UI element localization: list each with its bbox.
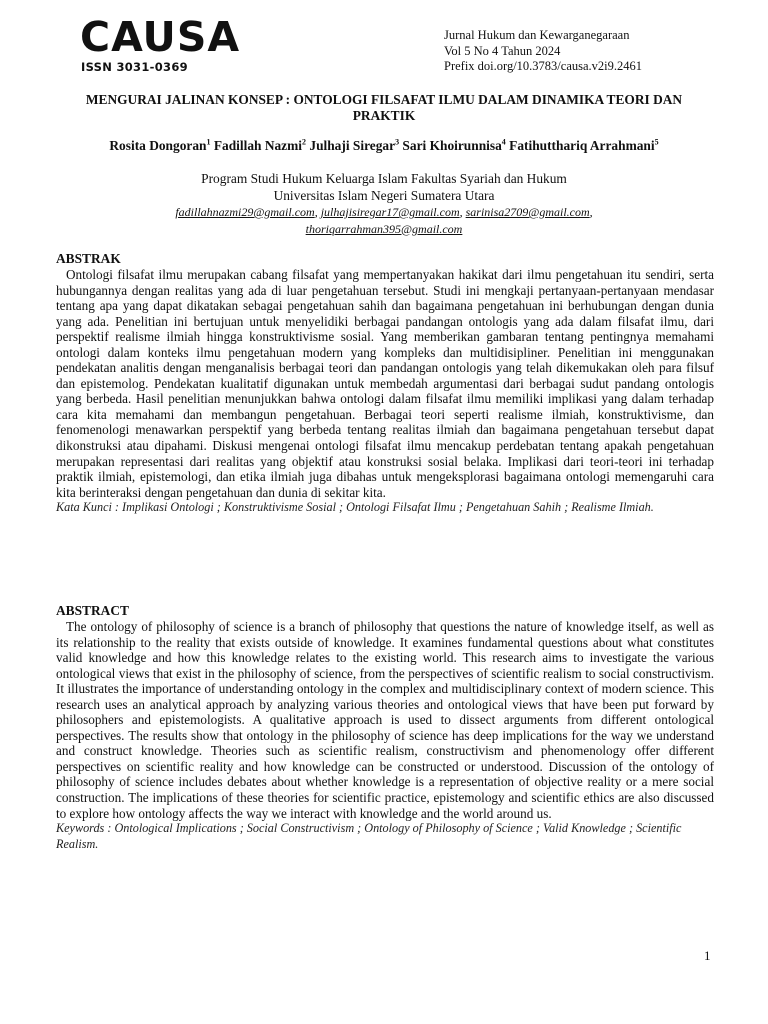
author-affil-number: 1 — [206, 137, 211, 147]
author-name: Fadillah Nazmi — [213, 138, 303, 153]
page-number: 1 — [704, 948, 711, 963]
abstract-section — [56, 603, 714, 852]
abstract-heading: ABSTRACT — [56, 603, 129, 618]
author-affil-number: 4 — [501, 137, 506, 147]
author-name: Sari Khoirunnisa — [402, 138, 502, 153]
email-link[interactable]: sarinisa2709@gmail.com — [465, 205, 590, 219]
author-name: Rosita Dongoran — [109, 138, 207, 153]
journal-doi: Prefix doi.org/10.3783/causa.v2i9.2461 — [444, 59, 643, 73]
author-name: Fatihutthariq Arrahmani — [509, 138, 655, 153]
paper-title: MENGURAI JALINAN KONSEP : ONTOLOGI FILSAFAT ILMU DALAM DINAMIKA TEORI DAN PRAKTIK — [85, 92, 683, 123]
journal-volume: Vol 5 No 4 Tahun 2024 — [444, 43, 561, 58]
affiliation — [60, 171, 708, 204]
author-name: Julhaji Siregar — [309, 138, 396, 153]
issn-label: ISSN 3031-0369 — [81, 60, 188, 74]
author-list — [60, 138, 708, 154]
journal-name: Jurnal Hukum dan Kewarganegaraan — [444, 28, 630, 42]
author-emails: fadillahnazmi29@gmail.com, julhajisiregar17@gmail.com, sarinisa2709@gmail.com, thoriqarrahman395@gmail.com — [175, 205, 593, 236]
abstrak-section — [56, 251, 714, 516]
journal-logo: CAUSA — [80, 13, 241, 61]
author-affil-number: 2 — [302, 137, 307, 147]
author-affil-number: 3 — [395, 137, 400, 147]
abstract-body: The ontology of philosophy of science is a branch of philosophy that questions the nature of knowledge itself, as well as its relationship to the reality that exists outside of knowledge. It examines fundamental questions about what constitutes valid knowledge and how this knowledge relates to the existing world. This research aims to investigate the various ontological views that exist in the philosophy of science, from the perspectives of scientific realism to social constructivism. It illustrates the importance of understanding ontology in the complex and multidisciplinary context of modern science. This research uses an analytical approach by analyzing various theories and ontological views that have been put forward by philosophers and epistemologists. A qualitative approach is used to dissect arguments from different ontological perspectives. The results show that ontology in the philosophy of science has deep implications for the way we understand and construct knowledge. Theories such as scientific realism, constructivism and phenomenology offer different perspectives on scientific reality and how knowledge can be constructed or understood. Discussion of the ontology of philosophy of science includes debates about whether knowledge is a representation of objective reality or a mere social construction. The implications of these theories for scientific practice, epistemology and scientific ethics are also discussed to explore how ontology affects the way we interact with knowledge and the world around us. — [56, 619, 714, 821]
journal-info — [444, 28, 642, 75]
abstrak-heading: ABSTRAK — [56, 251, 121, 266]
email-link[interactable]: fadillahnazmi29@gmail.com — [175, 205, 315, 219]
affiliation-program: Program Studi Hukum Keluarga Islam Fakultas Syariah dan Hukum — [201, 171, 567, 186]
email-link[interactable]: julhajisiregar17@gmail.com — [320, 205, 460, 219]
author-affil-number: 5 — [654, 137, 659, 147]
affiliation-university: Universitas Islam Negeri Sumatera Utara — [273, 187, 495, 203]
abstrak-keywords: Kata Kunci : Implikasi Ontologi ; Konstruktivisme Sosial ; Ontologi Filsafat Ilmu ; Pengetahuan Sahih ; Realisme Ilmiah. — [56, 500, 654, 515]
abstract-keywords: Keywords : Ontological Implications ; Social Constructivism ; Ontology of Philosophy of Science ; Valid Knowledge ; Scientific Realism. — [56, 821, 682, 851]
abstrak-body: Ontologi filsafat ilmu merupakan cabang filsafat yang mempertanyakan hakikat dari ilmu pengetahuan itu sendiri, serta hubungannya dengan realitas yang ada di luar pengetahuan tersebut. Studi ini mengkaji pertanyaan-pertanyaan mendasar tentang apa yang dapat dikatakan sebagai pengetahuan sahih dan bagaimana pengetahuan ini berhubungan dengan dunia yang ada. Penelitian ini bertujuan untuk menyelidiki berbagai pandangan ontologis yang ada dalam filsafat ilmu, dari perspektif realisme ilmiah hingga konstruktivisme sosial. Yang memberikan gambaran tentang pentingnya memahami ontologi dalam konteks ilmu pengetahuan modern yang kompleks dan multidisipliner. Penelitian ini menggunakan pendekatan analitis dengan menganalisis berbagai teori dan pandangan ontologis yang telah dikemukakan oleh para filsuf dan epistemolog. Pendekatan kualitatif digunakan untuk membedah argumentasi dari berbagai sudut pandang ontologis yang berbeda. Hasil penelitian menunjukkan bahwa ontologi dalam filsafat ilmu memiliki implikasi yang dalam terhadap cara kita memahami dan membangun pengetahuan. Berbagai teori seperti realisme ilmiah, konstruktivisme, dan fenomenologi menawarkan perspektif yang berbeda tentang realitas ilmiah dan bagaimana pengetahuan tersebut dapat dikonstruksi atau dipahami. Diskusi mengenai ontologi filsafat ilmu mencakup perdebatan tentang apakah pengetahuan merupakan representasi dari realitas yang objektif atau konstruksi sosial belaka. Implikasi dari teori-teori ini terhadap praktik ilmiah, epistemologi, dan etika ilmiah juga dibahas untuk mengeksplorasi bagaimana ontologi memengaruhi cara kita berinteraksi dengan pengetahuan dan dunia di sekitar kita. — [56, 267, 714, 500]
email-link[interactable]: thoriqarrahman395@gmail.com — [305, 221, 463, 236]
